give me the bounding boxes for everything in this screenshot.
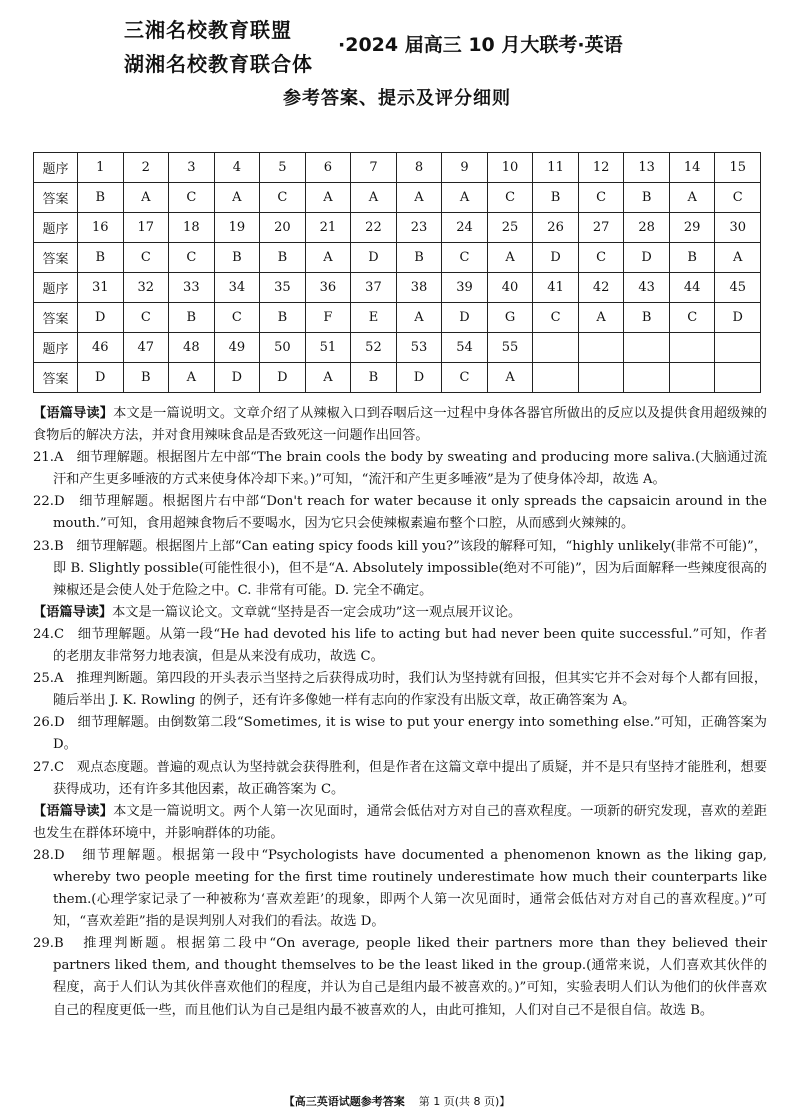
question-number-cell: 25 bbox=[487, 213, 533, 243]
footer-spacer bbox=[408, 1095, 415, 1108]
paragraph-text: 本文是一篇说明文。文章介绍了从辣椒入口到吞咽后这一过程中身体各器官所做出的反应以及提供食用超级辣的食物后的解决方法，并对食用辣味食品是否致死这一问题作出回答。 bbox=[33, 406, 767, 444]
question-number-cell: 28 bbox=[624, 213, 670, 243]
row-label-question: 题序 bbox=[34, 153, 78, 183]
question-number-cell: 10 bbox=[487, 153, 533, 183]
answer-letter: A bbox=[53, 671, 64, 687]
header bbox=[0, 0, 794, 120]
answer-cell: A bbox=[305, 363, 351, 393]
answer-cell bbox=[578, 363, 624, 393]
question-number-cell: 8 bbox=[396, 153, 442, 183]
footer-doc-name: 【高三英语试题参考答案 bbox=[283, 1095, 405, 1108]
question-number-cell: 32 bbox=[123, 273, 169, 303]
answer-cell bbox=[533, 363, 579, 393]
paragraph-text: 推理判断题。第四段的开头表示当坚持之后获得成功时，我们认为坚持就有回报，但其实它并不会对每个人都有回报，随后举出 J. K. Rowling 的例子，还有许多像她一样有志向的作家没有出版文章，故正确答案为 A。 bbox=[53, 671, 768, 709]
spacer bbox=[64, 627, 78, 642]
answer-cell: C bbox=[169, 183, 215, 213]
question-number-cell: 12 bbox=[578, 153, 624, 183]
question-number-cell: 21 bbox=[305, 213, 351, 243]
answer-row bbox=[34, 183, 761, 213]
paragraph-text: 细节理解题。根据图片右中部“Don't reach for water because it only spreads the capsaicin around in the mouth.”可知，食用超辣食物后不要喝水，因为它只会使辣椒素遍布整个口腔，从而感到火辣辣的。 bbox=[53, 494, 767, 532]
answer-cell: A bbox=[169, 363, 215, 393]
page-footer bbox=[0, 1093, 794, 1109]
answer-row bbox=[34, 243, 761, 273]
question-number-cell: 6 bbox=[305, 153, 351, 183]
answer-cell: B bbox=[123, 363, 169, 393]
answer-cell: A bbox=[487, 243, 533, 273]
question-number-cell: 54 bbox=[442, 333, 488, 363]
question-number-cell: 34 bbox=[214, 273, 260, 303]
question-number: 29. bbox=[33, 936, 54, 952]
answer-cell: D bbox=[442, 303, 488, 333]
question-number-cell: 17 bbox=[123, 213, 169, 243]
org-name-1: 三湘名校教育联盟 bbox=[124, 18, 292, 42]
answer-cell: C bbox=[669, 303, 715, 333]
page-title: 参考答案、提示及评分细则 bbox=[283, 88, 511, 109]
question-number-cell: 55 bbox=[487, 333, 533, 363]
paragraph-text: 本文是一篇议论文。文章就“坚持是否一定会成功”这一观点展开议论。 bbox=[112, 604, 522, 620]
question-number-cell bbox=[578, 333, 624, 363]
answer-cell bbox=[624, 363, 670, 393]
question-number-cell bbox=[715, 333, 761, 363]
question-number-cell: 7 bbox=[351, 153, 397, 183]
answer-cell: C bbox=[533, 303, 579, 333]
question-number-row bbox=[34, 333, 761, 363]
answer-cell: A bbox=[305, 243, 351, 273]
question-number-cell: 29 bbox=[669, 213, 715, 243]
row-label-answer: 答案 bbox=[34, 303, 78, 333]
question-number: 21. bbox=[33, 450, 54, 466]
answer-explanation bbox=[33, 757, 767, 801]
question-number: 27. bbox=[33, 759, 54, 775]
answer-cell: A bbox=[351, 183, 397, 213]
answer-cell: D bbox=[533, 243, 579, 273]
question-number-cell: 4 bbox=[214, 153, 260, 183]
question-number: 28. bbox=[33, 847, 54, 863]
question-number: 22. bbox=[33, 494, 54, 510]
question-number-cell: 14 bbox=[669, 153, 715, 183]
answer-explanation bbox=[33, 536, 767, 602]
answer-cell: C bbox=[578, 183, 624, 213]
row-label-question: 题序 bbox=[34, 213, 78, 243]
spacer bbox=[65, 715, 78, 730]
question-number-cell: 35 bbox=[260, 273, 306, 303]
question-number-cell: 40 bbox=[487, 273, 533, 303]
answer-row bbox=[34, 303, 761, 333]
question-number-row bbox=[34, 153, 761, 183]
question-number-cell bbox=[669, 333, 715, 363]
question-number: 23. bbox=[33, 538, 54, 554]
footer-page-info: 第 1 页(共 8 页)】 bbox=[418, 1095, 511, 1108]
spacer bbox=[65, 494, 80, 509]
question-number-cell: 47 bbox=[123, 333, 169, 363]
question-number-cell: 43 bbox=[624, 273, 670, 303]
question-number-cell: 15 bbox=[715, 153, 761, 183]
question-number-cell: 16 bbox=[78, 213, 124, 243]
question-number-cell: 33 bbox=[169, 273, 215, 303]
question-number-cell: 30 bbox=[715, 213, 761, 243]
row-label-answer: 答案 bbox=[34, 183, 78, 213]
question-number-cell: 36 bbox=[305, 273, 351, 303]
reading-guide bbox=[33, 801, 767, 845]
answer-cell: D bbox=[260, 363, 306, 393]
answer-cell: B bbox=[214, 243, 260, 273]
answer-cell: B bbox=[624, 183, 670, 213]
answer-cell: B bbox=[533, 183, 579, 213]
spacer bbox=[64, 760, 77, 775]
answer-letter: D bbox=[53, 494, 65, 510]
answer-cell bbox=[669, 363, 715, 393]
spacer bbox=[64, 671, 77, 686]
answer-cell: B bbox=[260, 303, 306, 333]
answer-cell: D bbox=[214, 363, 260, 393]
question-number-cell: 49 bbox=[214, 333, 260, 363]
question-number-cell: 52 bbox=[351, 333, 397, 363]
question-number-cell: 2 bbox=[123, 153, 169, 183]
reading-guide bbox=[33, 403, 767, 447]
answer-cell: C bbox=[715, 183, 761, 213]
answer-letter: D bbox=[53, 715, 65, 731]
question-number-cell: 44 bbox=[669, 273, 715, 303]
answer-explanation bbox=[33, 447, 767, 491]
answer-cell bbox=[715, 363, 761, 393]
answer-table bbox=[33, 152, 761, 393]
reading-guide bbox=[33, 602, 767, 624]
question-number-cell: 41 bbox=[533, 273, 579, 303]
question-number-cell: 18 bbox=[169, 213, 215, 243]
answer-cell: A bbox=[396, 303, 442, 333]
question-number-cell: 5 bbox=[260, 153, 306, 183]
answer-cell: A bbox=[578, 303, 624, 333]
answer-cell: A bbox=[123, 183, 169, 213]
question-number: 26. bbox=[33, 715, 54, 731]
answer-letter: B bbox=[53, 936, 64, 952]
answer-cell: D bbox=[78, 303, 124, 333]
question-number-cell: 51 bbox=[305, 333, 351, 363]
question-number-cell: 50 bbox=[260, 333, 306, 363]
answer-explanation bbox=[33, 933, 767, 1021]
answer-cell: B bbox=[396, 243, 442, 273]
answer-cell: A bbox=[442, 183, 488, 213]
answer-explanation bbox=[33, 668, 767, 712]
answer-letter: B bbox=[53, 538, 64, 554]
answer-cell: C bbox=[123, 243, 169, 273]
paragraph-text: 细节理解题。根据第一段中“Psychologists have documented a phenomenon known as the liking gap, whereby two people meeting for the first time routinely underestimate how much their counterparts like them.(心理学家记录了一种被称为‘喜欢差距’的现象，即两个人第一次见面时，通常会低估对方对自己的喜欢程度。)”可知，“喜欢差距”指的是误判别人对我们的看法。故选 D。 bbox=[53, 847, 767, 930]
question-number-cell: 11 bbox=[533, 153, 579, 183]
question-number: 25. bbox=[33, 671, 54, 687]
answer-cell: D bbox=[351, 243, 397, 273]
answer-cell: C bbox=[578, 243, 624, 273]
question-number-cell: 19 bbox=[214, 213, 260, 243]
question-number: 24. bbox=[33, 626, 54, 642]
answer-cell: A bbox=[669, 183, 715, 213]
question-number-cell: 46 bbox=[78, 333, 124, 363]
answer-row bbox=[34, 363, 761, 393]
answer-cell: B bbox=[169, 303, 215, 333]
answer-cell: C bbox=[214, 303, 260, 333]
answer-cell: D bbox=[715, 303, 761, 333]
org-name-2: 湖湘名校教育联合体 bbox=[124, 52, 313, 76]
question-number-cell bbox=[533, 333, 579, 363]
row-label-answer: 答案 bbox=[34, 243, 78, 273]
question-number-cell: 37 bbox=[351, 273, 397, 303]
answer-cell: A bbox=[305, 183, 351, 213]
question-number-cell: 42 bbox=[578, 273, 624, 303]
answer-cell: D bbox=[624, 243, 670, 273]
answer-cell: C bbox=[442, 243, 488, 273]
answer-cell: B bbox=[669, 243, 715, 273]
question-number-cell: 39 bbox=[442, 273, 488, 303]
answer-cell: A bbox=[487, 363, 533, 393]
question-number-cell: 9 bbox=[442, 153, 488, 183]
row-label-question: 题序 bbox=[34, 273, 78, 303]
answer-cell: G bbox=[487, 303, 533, 333]
answer-cell: C bbox=[260, 183, 306, 213]
question-number-cell: 1 bbox=[78, 153, 124, 183]
question-number-cell: 26 bbox=[533, 213, 579, 243]
row-label-answer: 答案 bbox=[34, 363, 78, 393]
paragraph-text: 细节理解题。由倒数第二段“Sometimes, it is wise to put your energy into something else.”可知，正确答案为 D。 bbox=[53, 715, 767, 753]
answer-explanation bbox=[33, 624, 767, 668]
answer-cell: B bbox=[624, 303, 670, 333]
spacer bbox=[64, 936, 84, 951]
row-label-question: 题序 bbox=[34, 333, 78, 363]
paragraph-text: 细节理解题。从第一段“He had devoted his life to acting but had never been quite successful.”可知，作者的老朋友非常努力地表演，但是从来没有成功，故选 C。 bbox=[53, 626, 768, 665]
spacer bbox=[64, 450, 77, 465]
question-number-cell: 22 bbox=[351, 213, 397, 243]
answer-cell: C bbox=[169, 243, 215, 273]
reading-guide-tag: 【语篇导读】 bbox=[33, 803, 114, 819]
question-number-cell: 53 bbox=[396, 333, 442, 363]
answer-cell: E bbox=[351, 303, 397, 333]
answer-cell: B bbox=[78, 243, 124, 273]
question-number-cell bbox=[624, 333, 670, 363]
answer-cell: C bbox=[442, 363, 488, 393]
answer-explanation bbox=[33, 712, 767, 756]
answer-letter: D bbox=[53, 847, 65, 863]
answer-cell: A bbox=[214, 183, 260, 213]
answer-cell: B bbox=[351, 363, 397, 393]
answer-cell: D bbox=[396, 363, 442, 393]
paragraph-text: 细节理解题。根据图片左中部“The brain cools the body by sweating and producing more saliva.(大脑通过流汗和产生更多唾液的方式来使身体冷却下来。)”可知，“流汗和产生更多唾液”是为了使身体冷却，故选 A。 bbox=[53, 450, 768, 488]
question-number-cell: 27 bbox=[578, 213, 624, 243]
answer-letter: C bbox=[53, 626, 65, 642]
paragraph-text: 本文是一篇说明文。两个人第一次见面时，通常会低估对方对自己的喜欢程度。一项新的研究发现，喜欢的差距也发生在群体环境中，并影响群体的功能。 bbox=[33, 803, 767, 841]
answer-cell: D bbox=[78, 363, 124, 393]
answer-cell: B bbox=[78, 183, 124, 213]
question-number-row bbox=[34, 273, 761, 303]
question-number-cell: 38 bbox=[396, 273, 442, 303]
answer-cell: A bbox=[396, 183, 442, 213]
exam-title: ·2024 届高三 10 月大联考·英语 bbox=[338, 34, 623, 56]
answer-letter: C bbox=[53, 759, 65, 775]
answer-cell: F bbox=[305, 303, 351, 333]
question-number-cell: 23 bbox=[396, 213, 442, 243]
answer-explanation bbox=[33, 845, 767, 933]
reading-guide-tag: 【语篇导读】 bbox=[33, 406, 114, 421]
question-number-cell: 3 bbox=[169, 153, 215, 183]
spacer bbox=[64, 539, 77, 554]
question-number-cell: 20 bbox=[260, 213, 306, 243]
answer-cell: C bbox=[123, 303, 169, 333]
reading-guide-tag: 【语篇导读】 bbox=[33, 604, 113, 620]
answer-letter: A bbox=[53, 450, 64, 466]
paragraph-text: 观点态度题。普遍的观点认为坚持就会获得胜利，但是作者在这篇文章中提出了质疑，并不是只有坚持才能胜利，想要获得成功，还有许多其他因素，故正确答案为 C。 bbox=[53, 759, 768, 797]
answer-explanation bbox=[33, 491, 767, 535]
question-number-cell: 48 bbox=[169, 333, 215, 363]
answer-cell: C bbox=[487, 183, 533, 213]
question-number-row bbox=[34, 213, 761, 243]
paragraph-text: 推理判断题。根据第二段中“On average, people liked their partners more than they believed their partners liked them, and thought themselves to be the least liked in the group.(通常来说，人们喜欢其伙伴的程度，高于人们认为其伙伴喜欢他们的程度，并认为自己是组内最不被喜欢的。)”可知，实验表明人们认为他们的伙伴喜欢自己的程度更低一些，而且他们认为自己是组内最不被喜欢的人，由此可推知，人们对自己不是很自信。故选 B。 bbox=[53, 936, 768, 1018]
question-number-cell: 45 bbox=[715, 273, 761, 303]
question-number-cell: 13 bbox=[624, 153, 670, 183]
paragraph-text: 细节理解题。根据图片上部“Can eating spicy foods kill you?”该段的解释可知，“highly unlikely(非常不可能)”，即 B. Slightly possible(可能性很小)，但不是“A. Absolutely impossible(绝对不可能)”，因为后面解释一些辣度很高的辣椒还是会使人处于危险之中。C. 非常有可能。D. 完全不确定。 bbox=[53, 538, 767, 598]
answer-cell: B bbox=[260, 243, 306, 273]
answer-cell: A bbox=[715, 243, 761, 273]
explanations bbox=[33, 403, 767, 1022]
question-number-cell: 24 bbox=[442, 213, 488, 243]
spacer bbox=[65, 848, 83, 863]
question-number-cell: 31 bbox=[78, 273, 124, 303]
